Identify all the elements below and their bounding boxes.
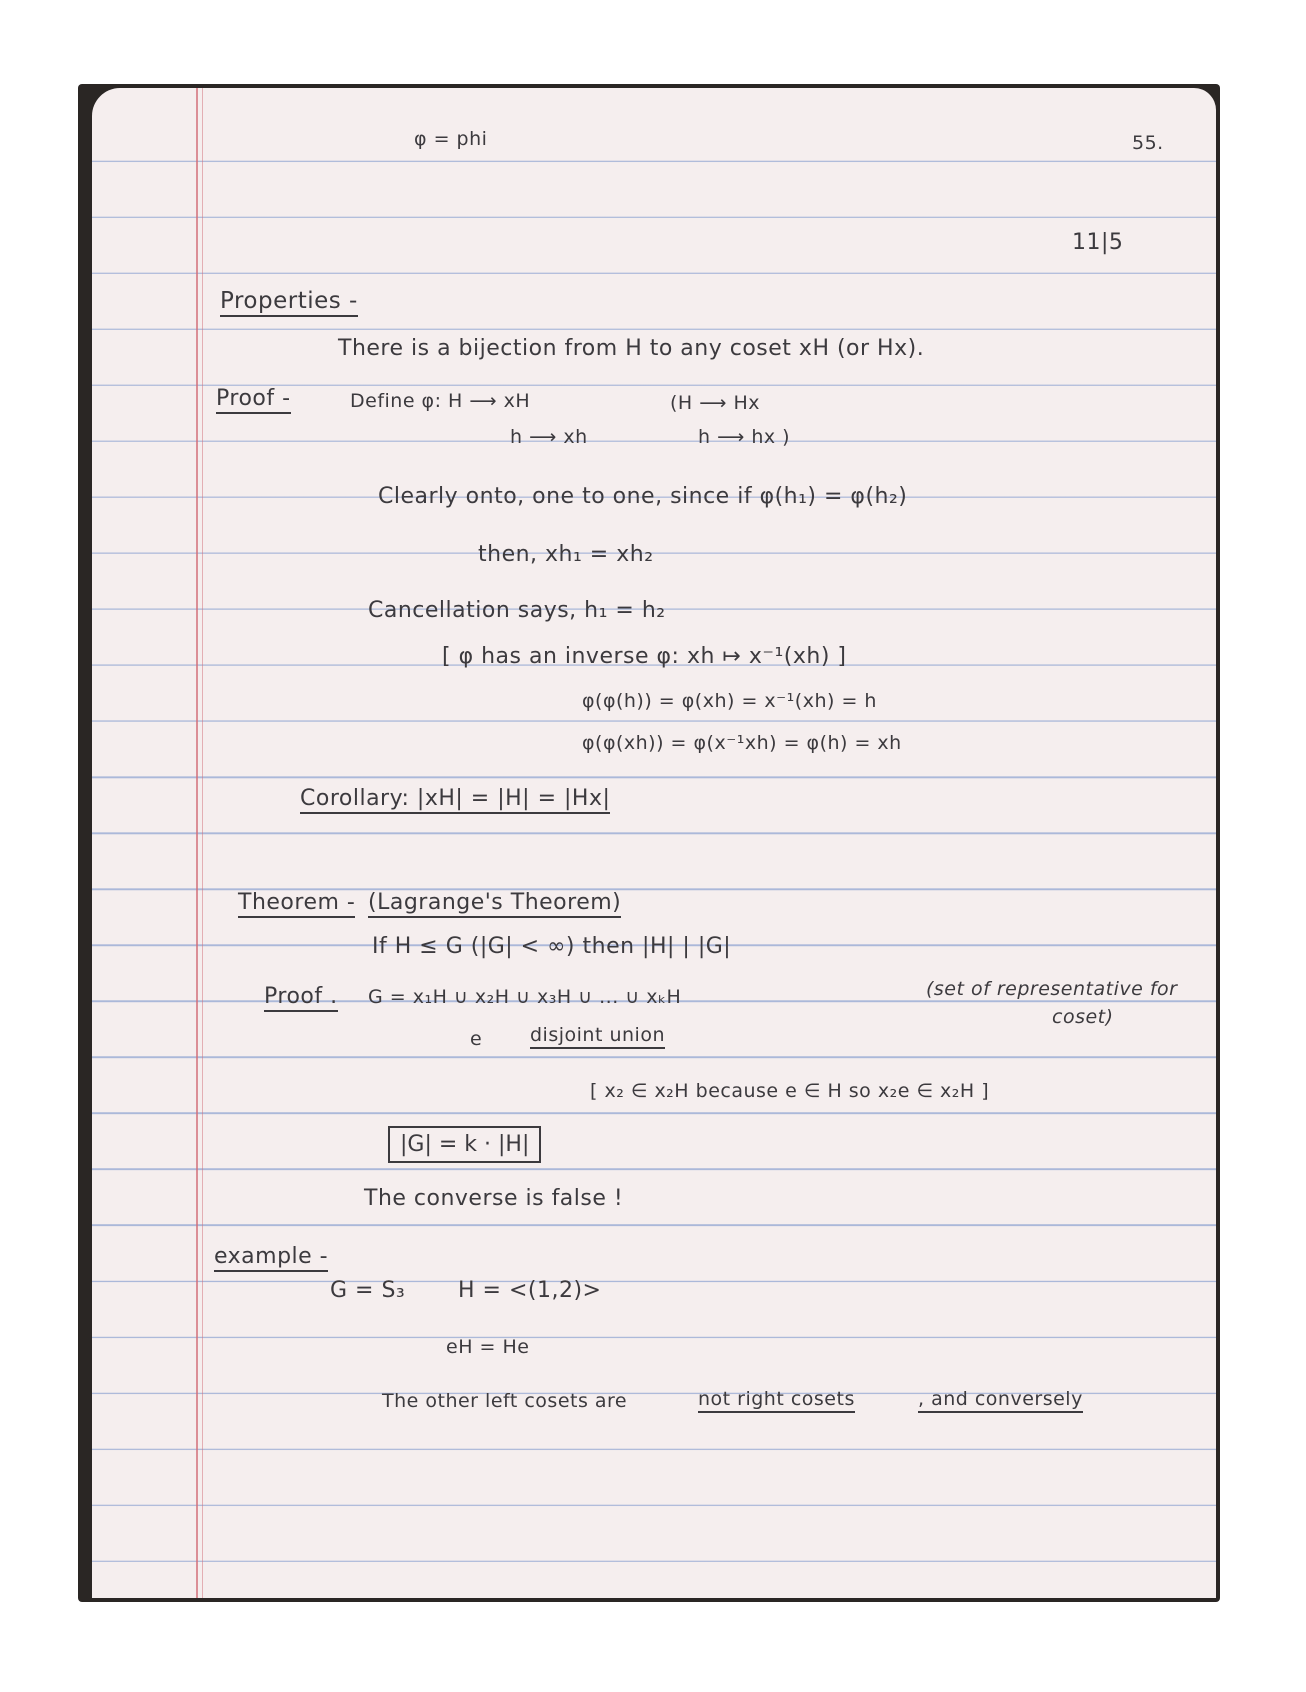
- example-label: example -: [214, 1244, 328, 1272]
- proof-label: Proof -: [216, 386, 291, 414]
- equality-step: then, xh₁ = xh₂: [478, 542, 654, 567]
- union-note-cont: coset): [1052, 1006, 1114, 1028]
- properties-heading: Properties -: [220, 288, 358, 317]
- converse-statement: The converse is false !: [364, 1186, 624, 1211]
- example-conclusion-b: not right cosets: [698, 1388, 855, 1413]
- coset-union: G = x₁H ∪ x₂H ∪ x₃H ∪ ... ∪ xₖH: [368, 986, 682, 1008]
- example-coset-equality: eH = He: [446, 1336, 530, 1358]
- theorem-proof-label: Proof .: [264, 984, 338, 1012]
- injective-claim: Clearly onto, one to one, since if φ(h₁) = φ(h₂): [378, 484, 908, 509]
- notebook-page: [92, 88, 1216, 1598]
- bijection-statement: There is a bijection from H to any coset xH (or Hx).: [338, 336, 925, 361]
- disjoint-union: disjoint union: [530, 1024, 665, 1049]
- margin-line: [196, 88, 198, 1598]
- cancellation-step: Cancellation says, h₁ = h₂: [368, 598, 666, 623]
- inverse-statement: [ φ has an inverse φ: xh ↦ x⁻¹(xh) ]: [442, 644, 847, 669]
- define-map-alt: (H ⟶ Hx: [670, 392, 761, 414]
- membership-justification: [ x₂ ∈ x₂H because e ∈ H so x₂e ∈ x₂H ]: [590, 1080, 990, 1102]
- theorem-label: Theorem -: [238, 890, 355, 918]
- example-conclusion-a: The other left cosets are: [382, 1390, 628, 1412]
- page-number: 55.: [1132, 132, 1164, 154]
- map-rule-alt: h ⟶ hx ): [698, 426, 791, 448]
- margin-line-secondary: [202, 88, 203, 1598]
- corollary: Corollary: |xH| = |H| = |Hx|: [300, 786, 610, 814]
- example-group: G = S₃: [330, 1278, 406, 1303]
- lagrange-statement: If H ≤ G (|G| < ∞) then |H| | |G|: [372, 934, 732, 959]
- example-subgroup: H = <(1,2)>: [458, 1278, 602, 1303]
- identity-mark: e: [470, 1028, 483, 1050]
- inverse-check-1: φ(φ(h)) = φ(xh) = x⁻¹(xh) = h: [582, 690, 877, 712]
- date: 11|5: [1072, 230, 1124, 255]
- union-note: (set of representative for: [926, 978, 1178, 1000]
- theorem-name: (Lagrange's Theorem): [368, 890, 621, 918]
- header-note: φ = phi: [414, 128, 488, 150]
- define-map: Define φ: H ⟶ xH: [350, 390, 531, 412]
- inverse-check-2: φ(φ(xh)) = φ(x⁻¹xh) = φ(h) = xh: [582, 732, 902, 754]
- map-rule: h ⟶ xh: [510, 426, 588, 448]
- lagrange-result: |G| = k · |H|: [388, 1126, 541, 1163]
- example-conclusion-c: , and conversely: [918, 1388, 1083, 1413]
